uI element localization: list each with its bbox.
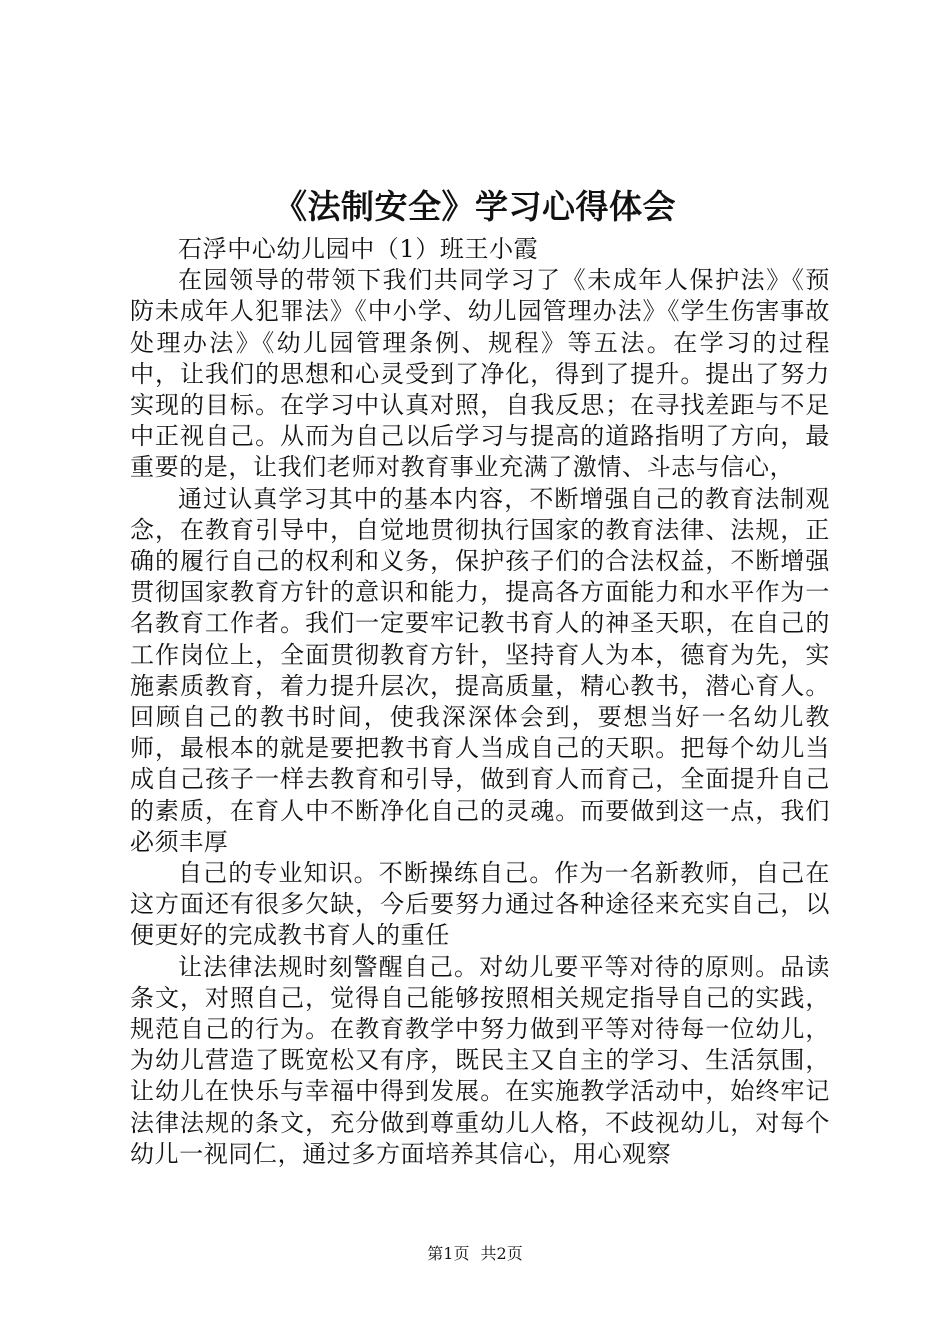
page-number: 第1页: [427, 1244, 470, 1263]
page-total: 共2页: [480, 1244, 523, 1263]
document-title: 《法制安全》学习心得体会: [274, 187, 676, 226]
paragraph: 让法律法规时刻警醒自己。对幼儿要平等对待的原则。品读条文，对照自己，觉得自己能够按照相关规定指导自己的实践，规范自己的行为。在教育教学中努力做到平等对待每一位幼儿，为幼儿营造了既宽松又有序，既民主又自主的学习、生活氛围，让幼儿在快乐与幸福中得到发展。在实施教学活动中，始终牢记法律法规的条文，充分做到尊重幼儿人格，不歧视幼儿，对每个幼儿一视同仁，通过多方面培养其信心，用心观察: [130, 952, 830, 1168]
paragraph: 在园领导的带领下我们共同学习了《未成年人保护法》《预防未成年人犯罪法》《中小学、幼儿园管理办法》《学生伤害事故处理办法》《幼儿园管理条例、规程》等五法。在学习的过程中，让我们的思想和心灵受到了净化，得到了提升。提出了努力实现的目标。在学习中认真对照，自我反思；在寻找差距与不足中正视自己。从而为自己以后学习与提高的道路指明了方向，最重要的是，让我们老师对教育事业充满了激情、斗志与信心，: [130, 266, 830, 482]
page-footer: [0, 1243, 950, 1265]
paragraph: 通过认真学习其中的基本内容，不断增强自己的教育法制观念，在教育引导中，自觉地贯彻执行国家的教育法律、法规，正确的履行自己的权利和义务，保护孩子们的合法权益，不断增强贯彻国家教育方针的意识和能力，提高各方面能力和水平作为一名教育工作者。我们一定要牢记教书育人的神圣天职，在自己的工作岗位上，全面贯彻教育方针，坚持育人为本，德育为先，实施素质教育，着力提升层次，提高质量，精心教书，潜心育人。回顾自己的教书时间，使我深深体会到，要想当好一名幼儿教师，最根本的就是要把教书育人当成自己的天职。把每个幼儿当成自己孩子一样去教育和引导，做到育人而育己，全面提升自己的素质，在育人中不断净化自己的灵魂。而要做到这一点，我们必须丰厚: [130, 484, 830, 856]
document-body: [130, 234, 830, 1170]
paragraph: 自己的专业知识。不断操练自己。作为一名新教师，自己在这方面还有很多欠缺，今后要努力通过各种途径来充实自己，以便更好的完成教书育人的重任: [130, 859, 830, 950]
author-line: 石浮中心幼儿园中（1）班王小霞: [178, 235, 539, 263]
